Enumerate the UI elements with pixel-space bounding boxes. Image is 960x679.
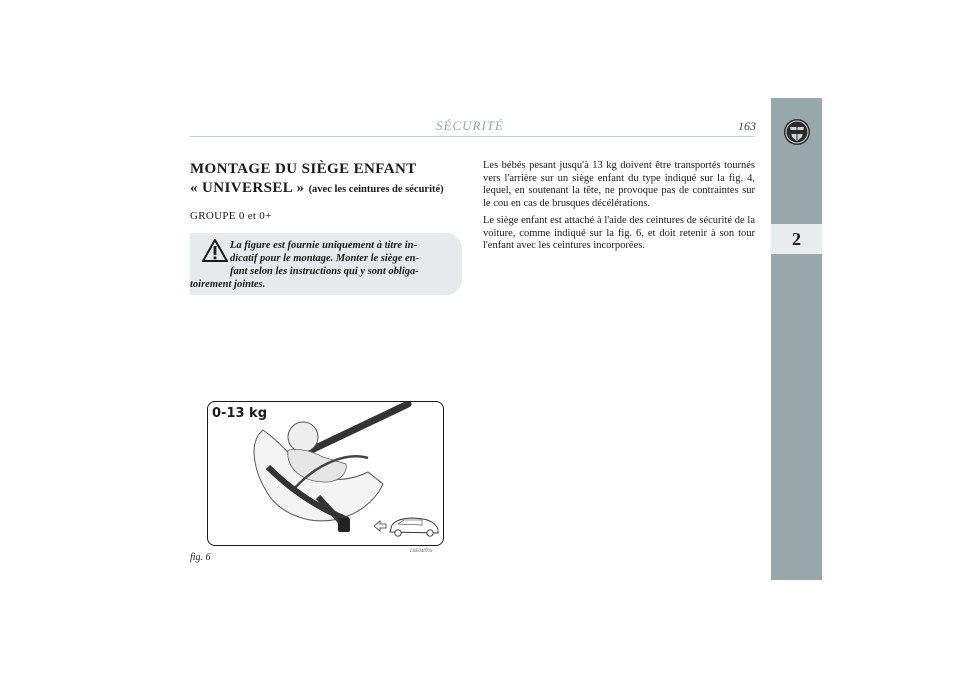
lancia-shield-icon [783, 118, 811, 146]
main-title-line1: MONTAGE DU SIÈGE ENFANT [190, 161, 417, 177]
figure-code: L0E0407m [410, 549, 432, 554]
page-number: 163 [738, 119, 756, 133]
main-title-line2 [190, 179, 470, 199]
figure-caption: fig. 6 [190, 552, 211, 563]
header-title: SÉCURITÉ [436, 118, 504, 133]
warning-line: toirement jointes. [190, 279, 266, 290]
universal-label: « UNIVERSEL » [190, 180, 305, 196]
body-paragraph: Les bébés pesant jusqu'à 13 kg doivent être transportés tournés vers l'arrière sur un siège enfant du type indiqué sur la fig. 4, lequel, en soutenant la tête, ne provoque pas de contraintes sur le cou en cas de brusques décélérations. [483, 160, 755, 209]
warning-line: fant selon les instructions qui y sont obliga- [230, 266, 419, 277]
figure-box [207, 401, 444, 546]
warning-line: dicatif pour le montage. Monter le siège en- [230, 253, 419, 264]
child-seat-illustration [208, 402, 443, 545]
title-subtitle: (avec les ceintures de sécurité) [308, 184, 444, 195]
group-label: GROUPE 0 et 0+ [190, 210, 272, 222]
warning-box [190, 233, 462, 295]
side-tab [771, 98, 822, 580]
chapter-number[interactable]: 2 [771, 224, 822, 254]
warning-line: La figure est fournie uniquement à titre in- [230, 240, 417, 251]
body-text [483, 160, 755, 258]
figure-label: 0-13 kg [212, 406, 268, 421]
main-title [190, 160, 470, 199]
header-rule [190, 136, 755, 137]
body-paragraph: Le siège enfant est attaché à l'aide des ceintures de sécurité de la voiture, comme indiqué sur la fig. 6, et doit retenir à son tour l'enfant avec les ceintures incorporées. [483, 215, 755, 251]
warning-text [190, 239, 452, 291]
